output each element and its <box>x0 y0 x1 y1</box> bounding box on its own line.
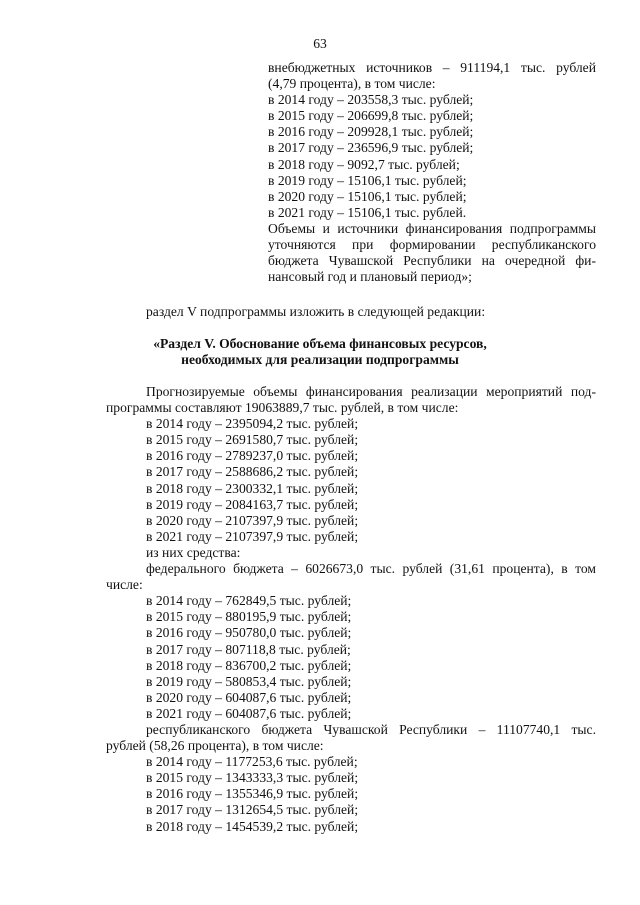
year-line: в 2021 году – 604087,6 тыс. рублей; <box>146 705 352 721</box>
text-line: внебюджетных источников – 911194,1 тыс. рублей <box>268 60 596 75</box>
year-line: в 2018 году – 2300332,1 тыс. рублей; <box>146 480 359 496</box>
text-line: в 2021 году – 15106,1 тыс. рублей. <box>268 204 467 220</box>
paragraph-line: программы составляют 19063889,7 тыс. рублей, в том числе: <box>106 400 459 416</box>
text-line: бюджета Чувашской Республики на очередной фи- <box>268 253 596 269</box>
year-line: в 2016 году – 2789237,0 тыс. рублей; <box>146 448 359 464</box>
year-line: в 2017 году – 807118,8 тыс. рублей; <box>146 641 351 657</box>
year-line: в 2014 году – 762849,5 тыс. рублей; <box>146 593 352 609</box>
year-line: в 2015 году – 880195,9 тыс. рублей; <box>146 609 352 625</box>
text-line: уточняются при формировании республиканского <box>268 237 596 253</box>
year-line: в 2019 году – 2084163,7 тыс. рублей; <box>146 496 359 512</box>
paragraph-line: федерального бюджета – 6026673,0 тыс. рублей (31,61 процента), в том <box>146 561 596 577</box>
paragraph-line: республиканского бюджета Чувашской Республики – 11107740,1 тыс. <box>146 721 596 737</box>
year-line: в 2020 году – 2107397,9 тыс. рублей; <box>146 512 359 528</box>
main-text-block <box>106 384 596 835</box>
year-line: в 2014 году – 1177253,6 тыс. рублей; <box>146 754 358 770</box>
year-line: в 2018 году – 836700,2 тыс. рублей; <box>146 657 352 673</box>
year-line: в 2021 году – 2107397,9 тыс. рублей; <box>146 528 359 544</box>
year-line: в 2020 году – 604087,6 тыс. рублей; <box>146 689 352 705</box>
year-line: в 2015 году – 2691580,7 тыс. рублей; <box>146 432 359 448</box>
paragraph-line: рублей (58,26 процента), в том числе: <box>106 738 324 754</box>
text-line: в 2020 году – 15106,1 тыс. рублей; <box>268 188 467 204</box>
text-line: в 2015 году – 206699,8 тыс. рублей; <box>268 108 474 124</box>
year-line: в 2014 году – 2395094,2 тыс. рублей; <box>146 416 359 432</box>
paragraph-line: числе: <box>106 577 143 593</box>
year-line: в 2018 году – 1454539,2 тыс. рублей; <box>146 818 359 834</box>
text-line: Объемы и источники финансирования подпрограммы <box>268 220 596 236</box>
section-heading-line-1: «Раздел V. Обоснование объема финансовых ресурсов, <box>153 336 487 351</box>
year-line: в 2016 году – 950780,0 тыс. рублей; <box>146 625 352 641</box>
year-line: в 2017 году – 2588686,2 тыс. рублей; <box>146 464 359 480</box>
text-line: (4,79 процента), в том числе: <box>268 76 436 92</box>
year-line: в 2016 году – 1355346,9 тыс. рублей; <box>146 786 359 802</box>
text-line: в 2016 году – 209928,1 тыс. рублей; <box>268 124 474 140</box>
page-number: 63 <box>313 36 327 51</box>
text-line: в 2017 году – 236596,9 тыс. рублей; <box>268 140 474 156</box>
text-line: в 2019 году – 15106,1 тыс. рублей; <box>268 172 467 188</box>
section-heading-line-2: необходимых для реализации подпрограммы <box>181 352 459 367</box>
intro-line: раздел V подпрограммы изложить в следующей редакции: <box>146 304 486 319</box>
text-line: в 2018 году – 9092,7 тыс. рублей; <box>268 156 460 172</box>
paragraph-line: из них средства: <box>146 544 241 560</box>
paragraph-line: Прогнозируемые объемы финансирования реализации мероприятий под- <box>146 384 596 399</box>
text-line: в 2014 году – 203558,3 тыс. рублей; <box>268 92 474 108</box>
year-line: в 2019 году – 580853,4 тыс. рублей; <box>146 673 352 689</box>
year-line: в 2017 году – 1312654,5 тыс. рублей; <box>146 802 359 818</box>
text-line: нансовый год и плановый период»; <box>268 269 472 285</box>
upper-text-block <box>268 60 596 285</box>
year-line: в 2015 году – 1343333,3 тыс. рублей; <box>146 770 359 786</box>
